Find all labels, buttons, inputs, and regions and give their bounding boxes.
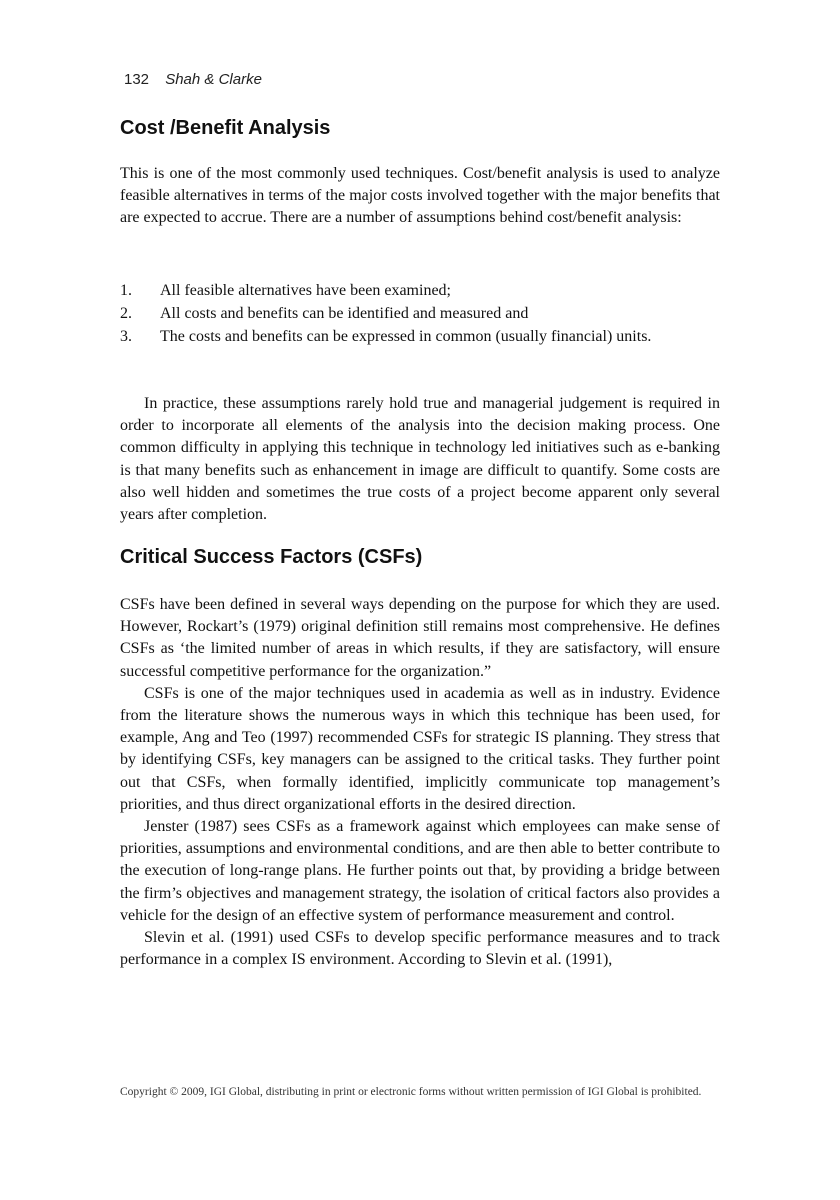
list-item: [120, 325, 720, 348]
list-text: All feasible alternatives have been examined;: [160, 282, 451, 299]
paragraph: Slevin et al. (1991) used CSFs to develop specific performance measures and to track performance in a complex IS environment. According to Slevin et al. (1991),: [120, 929, 720, 969]
cost-benefit-practice: [120, 393, 720, 526]
paragraph: CSFs have been defined in several ways depending on the purpose for which they are used. However, Rockart’s (1979) original definition still remains most comprehensive. He defines CSFs as ‘the limited number of areas in which results, if they are satisfactory, will ensure successful competitive performance for the organization.”: [120, 596, 720, 680]
list-item: [120, 279, 720, 302]
section-heading-csf: Critical Success Factors (CSFs): [120, 546, 423, 568]
paragraph: In practice, these assumptions rarely hold true and managerial judgement is required in order to incorporate all elements of the analysis into the decision making process. One common difficulty in applying this technique in technology led initiatives such as e-banking is that many benefits such as enhancement in image are difficult to quantify. Some costs are also well hidden and sometimes the true costs of a project become apparent only several years after completion.: [120, 395, 720, 524]
assumptions-list: [120, 279, 720, 349]
list-item: [120, 302, 720, 325]
paragraph: CSFs is one of the major techniques used in academia as well as in industry. Evidence from the literature shows the numerous ways in which this technique has been used, for example, Ang and Teo (1997) recommended CSFs for strategic IS planning. They stress that by identifying CSFs, key managers can be assigned to the critical tasks. They further point out that CSFs, when formally identified, implicitly communicate top management’s priorities, and thus direct organizational efforts in the desired direction.: [120, 684, 720, 813]
running-head-authors: Shah & Clarke: [165, 71, 262, 88]
running-head: [124, 71, 262, 88]
cost-benefit-intro: [120, 163, 720, 230]
list-number: 3.: [120, 328, 132, 346]
list-number: 2.: [120, 305, 132, 323]
csf-body: [120, 594, 720, 971]
section-heading-cost-benefit: Cost /Benefit Analysis: [120, 117, 331, 139]
list-text: The costs and benefits can be expressed in common (usually financial) units.: [160, 328, 652, 346]
list-number: 1.: [120, 282, 132, 299]
copyright-footer: Copyright © 2009, IGI Global, distributing in print or electronic forms without written permission of IGI Global is prohibited.: [120, 1086, 702, 1098]
page-number: 132: [124, 71, 150, 88]
paragraph: Jenster (1987) sees CSFs as a framework against which employees can make sense of priorities, assumptions and environmental conditions, and are then able to better contribute to the execution of long-range plans. He further points out that, by providing a bridge between the firm’s objectives and management strategy, the isolation of critical factors also provides a vehicle for the design of an effective system of performance measurement and control.: [120, 818, 720, 924]
paragraph: This is one of the most commonly used techniques. Cost/benefit analysis is used to analyze feasible alternatives in terms of the major costs involved together with the major benefits that are expected to accrue. There are a number of assumptions behind cost/benefit analysis:: [120, 165, 720, 227]
list-text: All costs and benefits can be identified and measured and: [160, 305, 529, 323]
